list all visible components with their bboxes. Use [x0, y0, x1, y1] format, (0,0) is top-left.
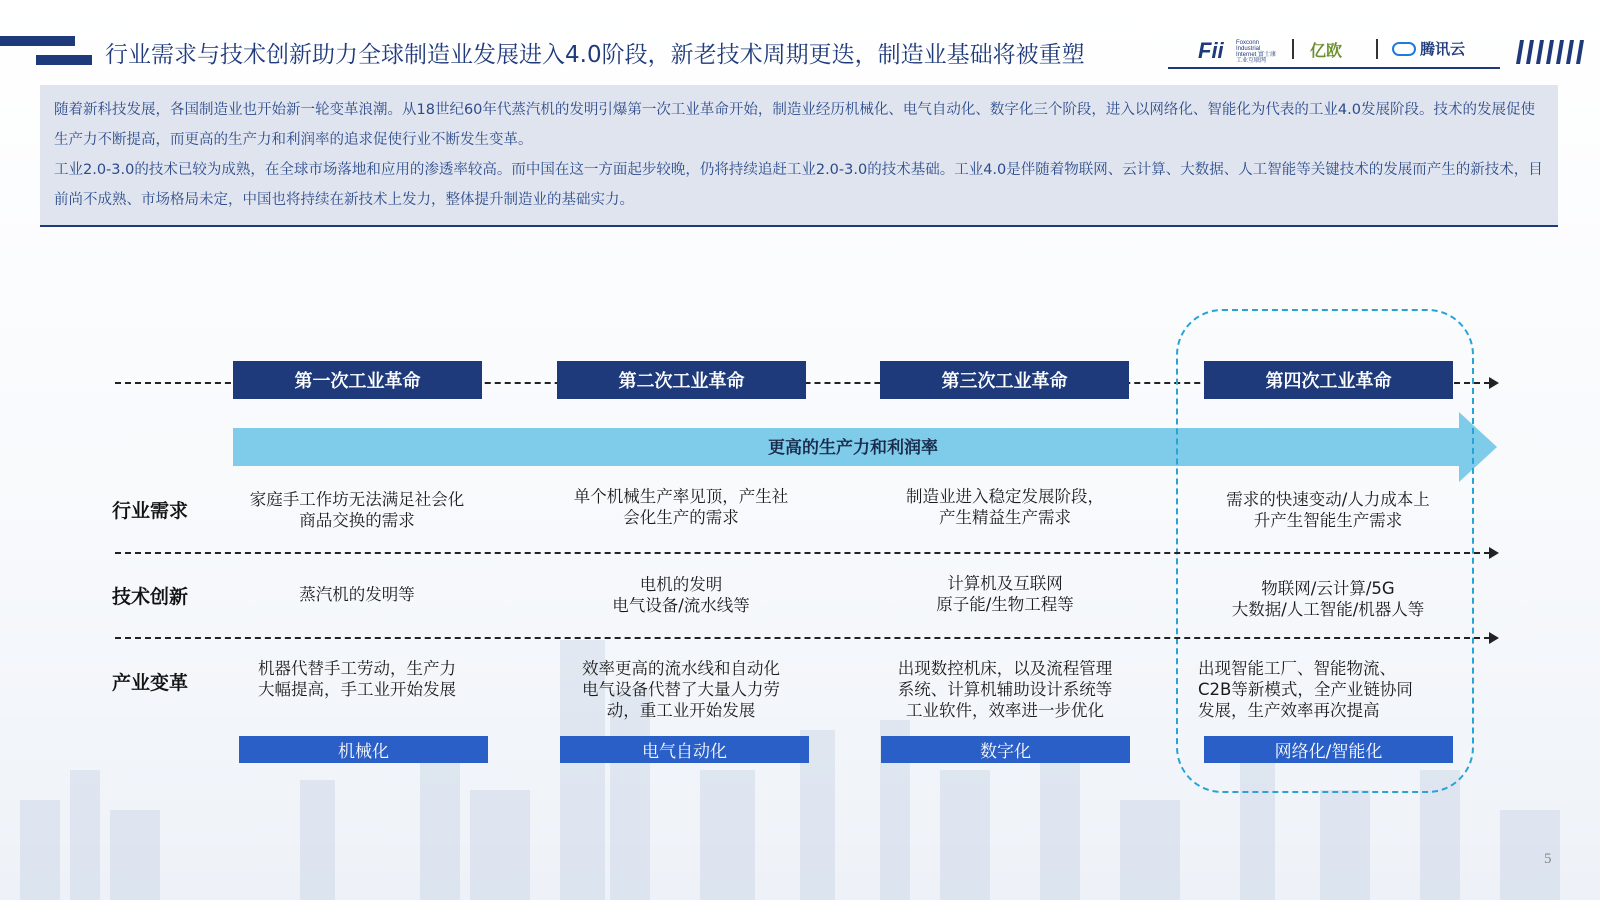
header-accent-bar	[0, 36, 75, 46]
change-cell: 出现智能工厂、智能物流、 C2B等新模式，全产业链协同 发展，生产效率再次提高	[1198, 659, 1413, 720]
intro-paragraph-2: 工业2.0-3.0的技术已较为成熟，在全球市场落地和应用的渗透率较高。而中国在这一方面起步较晚，仍将持续追赶工业2.0-3.0的技术基础。工业4.0是伴随着物联网、云计算、大数据、人工智能等关键技术的发展而产生的新技术，目前尚不成熟、市场格局未定，中国也将持续在新技术上发力，整体提升制造业的基础实力。	[54, 162, 1543, 208]
tech-cell: 蒸汽机的发明等	[299, 585, 415, 604]
stage-label-electrification: 电气自动化	[560, 736, 809, 763]
revolution-2-header: 第二次工业革命	[557, 361, 806, 399]
tencent-cloud-logo: 腾讯云	[1420, 40, 1466, 58]
demand-cell: 需求的快速变动/人力成本上 升产生智能生产需求	[1226, 490, 1430, 530]
intro-summary-box	[40, 85, 1558, 227]
demand-cell: 单个机械生产率见顶，产生社 会化生产的需求	[573, 487, 789, 527]
cloud-icon	[1392, 42, 1416, 56]
change-cell: 出现数控机床，以及流程管理 系统、计算机辅助设计系统等 工业软件，效率进一步优化	[897, 659, 1113, 720]
stage-label-networking-intelligence: 网络化/智能化	[1204, 736, 1453, 763]
timeline-arrow-icon	[1489, 377, 1499, 389]
header-rule	[1168, 67, 1500, 69]
row-divider-arrow-icon	[1489, 632, 1499, 644]
tech-cell: 物联网/云计算/5G 大数据/人工智能/机器人等	[1231, 579, 1425, 619]
fii-logo-subtitle: Foxconn Industrial Internet 富士康工业互联网	[1236, 40, 1277, 64]
tech-cell: 电机的发明 电气设备/流水线等	[612, 575, 750, 615]
change-cell: 机器代替手工劳动，生产力 大幅提高，手工业开始发展	[258, 659, 456, 699]
fii-logo: Fii	[1198, 38, 1224, 63]
page-number: 5	[1544, 851, 1552, 867]
page-title: 行业需求与技术创新助力全球制造业发展进入4.0阶段，新老技术周期更迭，制造业基础将被重塑	[105, 42, 1085, 68]
logo-divider	[1376, 39, 1378, 59]
header-accent-bar-lower	[36, 55, 92, 65]
intro-paragraph-1: 随着新科技发展，各国制造业也开始新一轮变革浪潮。从18世纪60年代蒸汽机的发明引爆第一次工业革命开始，制造业经历机械化、电气自动化、数字化三个阶段，进入以网络化、智能化为代表的工业4.0发展阶段。技术的发展促使生产力不断提高，而更高的生产力和利润率的追求促使行业不断发生变革。	[54, 102, 1535, 148]
revolution-1-header: 第一次工业革命	[233, 361, 482, 399]
logo-divider	[1292, 39, 1294, 59]
change-cell: 效率更高的流水线和自动化 电气设备代替了大量人力劳 动，重工业开始发展	[582, 659, 780, 720]
revolution-4-header: 第四次工业革命	[1204, 361, 1453, 399]
row-divider	[115, 552, 1490, 554]
yiou-logo: 亿欧	[1310, 41, 1343, 60]
tech-cell: 计算机及互联网 原子能/生物工程等	[936, 574, 1074, 614]
row-divider	[115, 637, 1490, 639]
row-label-tech: 技术创新	[112, 586, 189, 608]
revolution-3-header: 第三次工业革命	[880, 361, 1129, 399]
productivity-arrow-label: 更高的生产力和利润率	[768, 438, 938, 458]
demand-cell: 制造业进入稳定发展阶段， 产生精益生产需求	[906, 487, 1104, 527]
demand-cell: 家庭手工作坊无法满足社会化 商品交换的需求	[249, 490, 465, 530]
row-label-change: 产业变革	[112, 672, 189, 694]
stage-label-digitization: 数字化	[881, 736, 1130, 763]
stripes-decoration-icon	[1512, 40, 1592, 64]
row-divider-arrow-icon	[1489, 547, 1499, 559]
row-label-demand: 行业需求	[112, 500, 189, 522]
stage-label-mechanization: 机械化	[239, 736, 488, 763]
